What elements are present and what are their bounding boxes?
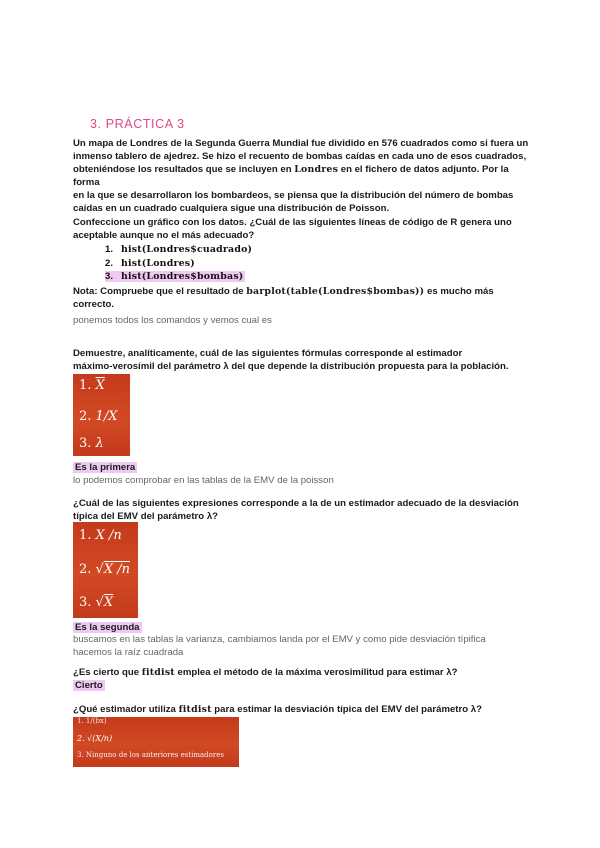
- formula-option-3: [79, 595, 113, 610]
- note-line: [73, 285, 533, 298]
- question-line: ¿Cuál de las siguientes expresiones corresponde a la de un estimador adecuado de la desviación: [73, 498, 519, 509]
- comment-line: hacemos la raíz cuadrada: [73, 647, 184, 658]
- option-number: 3.: [79, 595, 92, 610]
- intro-line: en la que se desarrollaron los bombardeos, se piensa que la distribución del número de bombas: [73, 190, 514, 201]
- q3-comment: [73, 633, 543, 659]
- option-line: 1. 1/(bx): [77, 717, 107, 725]
- question-text: ¿Es cierto que: [73, 667, 140, 678]
- question-line: típica del EMV del parámetro λ?: [73, 511, 219, 522]
- question-line: Demuestre, analíticamente, cuál de las siguientes fórmulas corresponde al estimador: [73, 348, 463, 359]
- note-text: es mucho más: [427, 286, 494, 297]
- q1-option-1: [105, 243, 252, 257]
- option-number: 3.: [79, 436, 92, 451]
- formula-text: X /n: [103, 562, 130, 577]
- question-text: ¿Qué estimador utiliza: [73, 704, 176, 715]
- option-code: hist(Londres): [121, 257, 195, 269]
- sqrt-icon: √: [95, 595, 104, 610]
- intro-line: Un mapa de Londres de la Segunda Guerra Mundial fue dividido en 576 cuadrados como si fuera un: [73, 138, 529, 149]
- option-number: 3.: [105, 271, 114, 282]
- sqrt-icon: √: [95, 562, 104, 577]
- question-5: [73, 703, 543, 716]
- code-fitdist: fitdist: [141, 667, 175, 678]
- formula-text: λ: [95, 436, 104, 451]
- intro-text: obteniéndose los resultados que se incluyen en: [73, 164, 292, 175]
- answer-highlight: Cierto: [75, 680, 103, 691]
- q2-formula-image: [73, 374, 130, 456]
- selected-answer-highlight: [105, 271, 245, 282]
- intro-paragraph: [73, 137, 533, 215]
- question-line: máximo-verosímil del parámetro λ del que depende la distribución propuesta para la población.: [73, 361, 509, 372]
- q5-options-image: [73, 717, 239, 767]
- question-line: aceptable aunque no el más adecuado?: [73, 230, 255, 241]
- q1-option-2: [105, 257, 252, 271]
- note-line: correcto.: [73, 299, 115, 310]
- q1-comment: ponemos todos los comandos y vemos cual es: [73, 315, 272, 326]
- formula-option-1: [79, 378, 105, 393]
- intro-line: inmenso tablero de ajedrez. Se hizo el recuento de bombas caídas en cada uno de esos cuadrados,: [73, 151, 527, 162]
- code-londres: Londres: [294, 164, 339, 175]
- option-number: 1.: [105, 244, 114, 255]
- code-fitdist: fitdist: [178, 704, 212, 715]
- formula-option-1: [79, 528, 122, 543]
- q1-note: [73, 285, 533, 311]
- option-number: 2.: [79, 409, 92, 424]
- intro-line: [73, 163, 533, 189]
- formula-option-2: [79, 409, 117, 424]
- q4-answer: [73, 679, 105, 692]
- option-code: hist(Londres$cuadrado): [121, 244, 253, 255]
- formula-option-2: [79, 562, 130, 577]
- comment-line: buscamos en las tablas la varianza, cambiamos landa por el EMV y como pide desviación típifica: [73, 634, 486, 645]
- question-text: para estimar la desviación típica del EMV del parámetro λ?: [214, 704, 482, 715]
- q2-answer: [73, 461, 137, 474]
- formula-text: X /n: [95, 528, 122, 543]
- question-1: [73, 216, 533, 242]
- option-line: 2. √(X/n): [77, 734, 113, 743]
- question-3: [73, 497, 533, 523]
- option-number: 2.: [79, 562, 92, 577]
- formula-option-3: [79, 436, 104, 451]
- option-code: hist(Londres$bombas): [121, 271, 244, 282]
- formula-text: X: [103, 595, 114, 610]
- section-heading: 3. PRÁCTICA 3: [90, 117, 185, 131]
- intro-line: caídas en un cuadrado cualquiera sigue una distribución de Poisson.: [73, 203, 390, 214]
- answer-highlight: Es la segunda: [75, 622, 140, 633]
- question-line: Confeccione un gráfico con los datos. ¿Cuál de las siguientes líneas de código de R genera uno: [73, 217, 512, 228]
- formula-text: 1/X: [95, 409, 118, 424]
- question-4: [73, 666, 543, 679]
- question-text: emplea el método de la máxima verosimilitud para estimar λ?: [177, 667, 458, 678]
- q3-formula-image: [73, 522, 138, 618]
- q1-options: [105, 243, 252, 284]
- formula-text: $\overline{X}$: [95, 378, 105, 393]
- intro-text: en el fichero de datos adjunto. Por la forma: [73, 164, 509, 188]
- note-code: barplot(table(Londres$bombas)): [246, 286, 425, 297]
- q1-option-3: [105, 270, 252, 284]
- option-number: 1.: [79, 528, 92, 543]
- question-2: [73, 347, 533, 373]
- note-text: Nota: Compruebe que el resultado de: [73, 286, 244, 297]
- option-number: 1.: [79, 378, 92, 393]
- q2-comment: lo podemos comprobar en las tablas de la EMV de la poisson: [73, 475, 334, 486]
- option-number: 2.: [105, 257, 114, 269]
- option-line: 3. Ninguno de los anteriores estimadores: [77, 751, 224, 759]
- answer-highlight: Es la primera: [75, 462, 136, 473]
